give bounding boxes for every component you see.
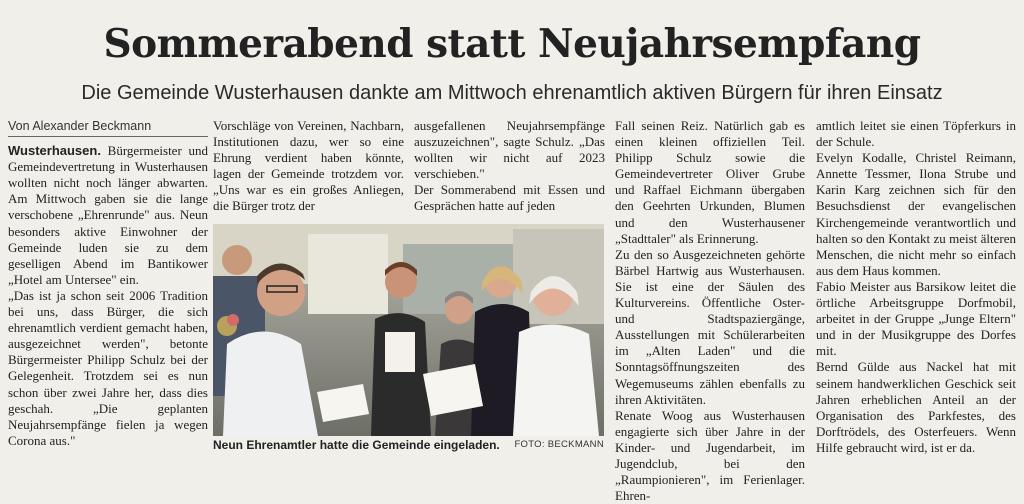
paragraph: amtlich leitet sie einen Töpferkurs in der Schule. (816, 118, 1016, 150)
byline: Von Alexander Beckmann (8, 118, 208, 137)
article-column-5 (816, 118, 1016, 456)
article-photo (213, 224, 604, 436)
article-column-1 (8, 118, 208, 449)
article-column-3 (414, 118, 605, 215)
paragraph: Der Sommerabend mit Essen und Gesprächen hatte auf jeden (414, 182, 605, 214)
photo-illustration (213, 224, 604, 436)
paragraph-text: Bürgermeister und Gemeindevertretung in Wusterhausen wollten nicht noch länger abwarten. Am Mittwoch gaben sie die lange verschobene „Ehrenrunde" aus. Neun besonders aktive Einwohner der Gemeinde luden sie zu dem geselligen Abend im Bantikower „Hotel am Untersee" ein. (8, 143, 208, 287)
paragraph: Renate Woog aus Wusterhausen engagierte sich über Jahre in der Kinder- und Jugendarbeit, im Jugendclub, bei den „Raumpionieren", im Ferienlager. Ehren- (615, 407, 805, 504)
paragraph: „Das ist ja schon seit 2006 Tradition bei uns, dass Bürger, die sich ehrenamtlich verdient gemacht haben, ausgezeichnet werden", betonte Bürgermeister Philipp Schulz bei der Gelegenheit. Trotzdem sei es nun schon über zwei Jahre her, dass dies geschah. „Die geplanten Neujahrsempfänge fielen ja wegen Corona aus." (8, 287, 208, 448)
paragraph: Evelyn Kodalle, Christel Reimann, Annette Tessmer, Ilona Strube und Karin Karg zeichnen sich für den Besuchsdienst der evangelischen Kirchengemeinde verantwortlich und halten so den Kontakt zu meist älteren Menschen, die nicht mehr so einfach aus dem Haus kommen. (816, 150, 1016, 278)
headline: Sommerabend statt Neujahrsempfang (103, 21, 921, 67)
dateline: Wusterhausen. (8, 143, 101, 159)
paragraph: Bernd Gülde aus Nackel hat mit seinem handwerklichen Geschick seit Jahren erheblichen Anteil an der Organisation des Parkfestes, des Dorftrödels, des Osterfeuers. Wenn Hilfe gebraucht wird, ist er da. (816, 359, 1016, 455)
paragraph: Vorschläge von Vereinen, Nachbarn, Institutionen dazu, wer so eine Ehrung verdient haben könnte, lagen der Gemeinde trotzdem vor. „Uns war es ein großes Anliegen, die Bürger trotz der (213, 118, 404, 214)
paragraph: ausgefallenen Neujahrsempfänge auszuzeichnen", sagte Schulz. „Das wollten wir nicht auf 2023 verschieben." (414, 118, 605, 182)
photo-caption: Neun Ehrenamtler hatte die Gemeinde eingeladen. (213, 438, 500, 452)
photo-caption-row (213, 438, 604, 452)
paragraph: Zu den so Ausgezeichneten gehörte Bärbel Hartwig aus Wusterhausen. Sie ist eine der Säulen des Kulturvereins. Öffentliche Oster- und Stadtspaziergänge, Ausstellungen mit Schülerarbeiten im „Alten Laden" und die Sonntagsöffnungszeiten des Wegemuseums zählen ebenfalls zu ihren Aktivitäten. (615, 246, 805, 407)
article-column-2 (213, 118, 404, 215)
paragraph: Fabio Meister aus Barsikow leitet die örtliche Arbeitsgruppe Dorfmobil, arbeitet in der Gruppe „Junge Eltern" und in der Musikgruppe des Dorfes mit. (816, 278, 1016, 359)
paragraph: Fall seinen Reiz. Natürlich gab es einen kleinen offiziellen Teil. Philipp Schulz sowie die Gemeindevertreter Oliver Grube und Raffael Eichmann übergaben den Geehrten Urkunden, Blumen und den Wusterhausener „Stadttaler" als Erinnerung. (615, 118, 805, 246)
paragraph (8, 143, 208, 288)
article-column-4 (615, 118, 805, 504)
photo-credit: FOTO: BECKMANN (514, 439, 604, 450)
subheadline: Die Gemeinde Wusterhausen dankte am Mittwoch ehrenamtlich aktiven Bürgern für ihren Einsatz (81, 82, 943, 104)
